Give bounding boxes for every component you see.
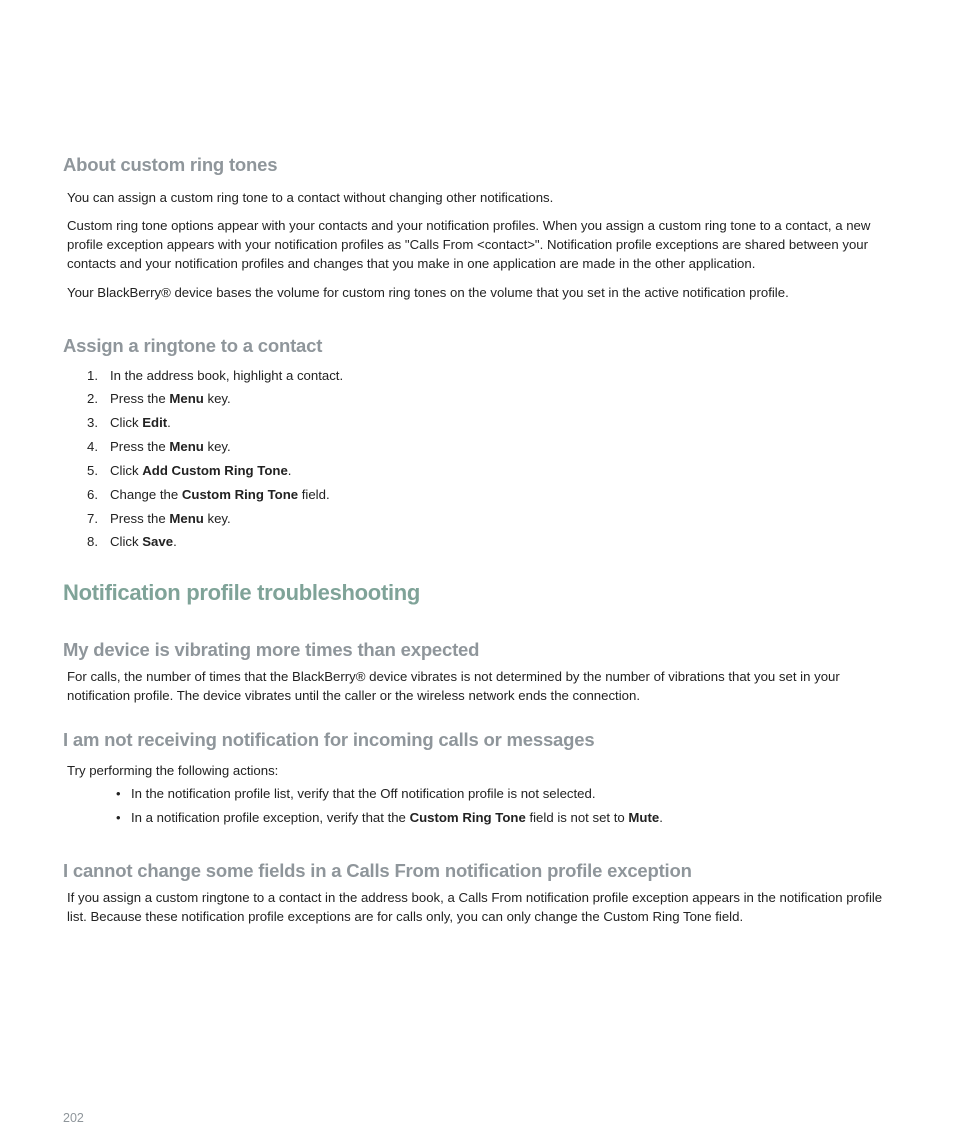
step-text: Click Save. [110, 534, 177, 549]
step-number: 6. [87, 487, 98, 502]
page-number: 202 [63, 1111, 84, 1125]
step-number: 3. [87, 415, 98, 430]
step-text: Press the Menu key. [110, 439, 231, 454]
heading-vibrating: My device is vibrating more times than expected [63, 639, 480, 660]
custom-para-3: Your BlackBerry® device bases the volume for custom ring tones on the volume that you set in the active notification profile. [67, 285, 789, 300]
heading-notification-troubleshooting: Notification profile troubleshooting [63, 580, 421, 605]
bullet-text: In a notification profile exception, verify that the Custom Ring Tone field is not set to Mute. [131, 810, 663, 825]
cannot-change-para: If you assign a custom ringtone to a contact in the address book, a Calls From notification profile exception appears in the notification profile list. Because these notification profile exceptions are for calls only, you can only change the Custom Ring Tone field. [67, 890, 883, 924]
step-text: Click Edit. [110, 415, 171, 430]
step-text: Press the Menu key. [110, 511, 231, 526]
heading-about-custom-ring-tones: About custom ring tones [63, 154, 278, 175]
heading-cannot-change: I cannot change some fields in a Calls From notification profile exception [63, 860, 692, 881]
step-text: Change the Custom Ring Tone field. [110, 487, 330, 502]
step-text: Press the Menu key. [110, 391, 231, 406]
not-receiving-intro: Try performing the following actions: [67, 763, 279, 778]
step-number: 1. [87, 368, 98, 383]
bullet-text: In the notification profile list, verify that the Off notification profile is not selected. [131, 786, 596, 801]
bullet-dot: • [116, 810, 121, 825]
heading-not-receiving: I am not receiving notification for incoming calls or messages [63, 729, 595, 750]
step-number: 5. [87, 463, 98, 478]
step-text: Click Add Custom Ring Tone. [110, 463, 292, 478]
heading-assign-ringtone: Assign a ringtone to a contact [63, 335, 323, 356]
vibrating-para: For calls, the number of times that the BlackBerry® device vibrates is not determined by the number of vibrations that you set in your notification profile. The device vibrates until the caller or the wireless network ends the connection. [67, 669, 840, 703]
custom-para-1: You can assign a custom ring tone to a contact without changing other notifications. [67, 190, 554, 205]
bullet-dot: • [116, 786, 121, 801]
step-number: 8. [87, 534, 98, 549]
custom-para-2: Custom ring tone options appear with your contacts and your notification profiles. When you assign a custom ring tone to a contact, a new profile exception appears with your notification profiles as "Calls From <contact>". Notification profile exceptions are shared between your contacts and your notification profiles and changes that you make in one application are made in the other application. [67, 218, 871, 271]
step-text: In the address book, highlight a contact. [110, 368, 344, 383]
step-number: 2. [87, 391, 98, 406]
step-number: 7. [87, 511, 98, 526]
step-number: 4. [87, 439, 98, 454]
